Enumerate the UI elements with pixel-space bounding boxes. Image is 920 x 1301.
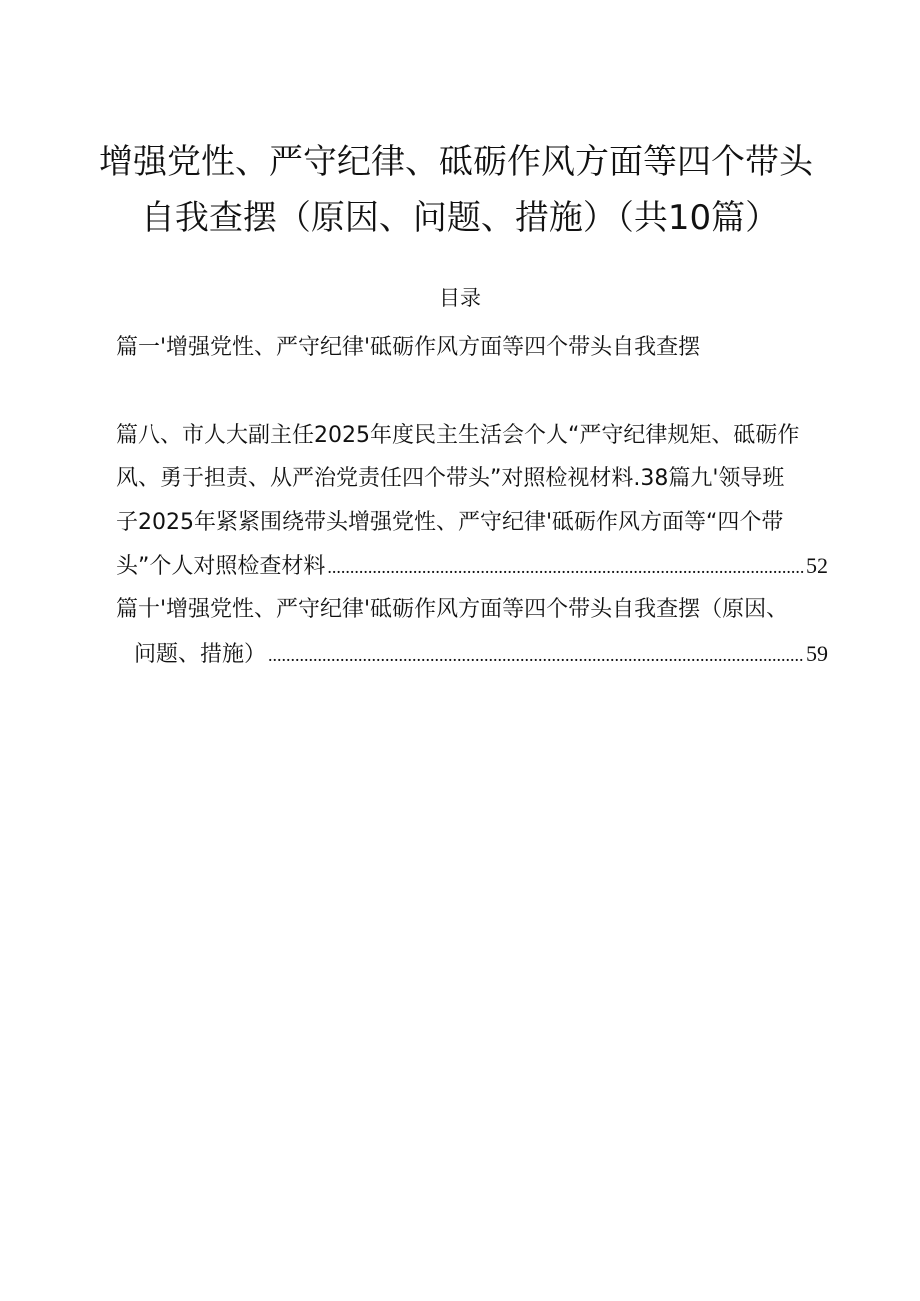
toc-page-number: 59 [806, 641, 828, 666]
toc-entry-10-line-1[interactable] [116, 595, 828, 625]
toc-page-number: 52 [806, 553, 828, 578]
toc-entry-1[interactable] [116, 333, 828, 363]
toc-entry-9-line-1[interactable] [116, 508, 828, 538]
toc-entry-text: 篇十'增强党性、严守纪律'砥砺作风方面等四个带头自我查摆（原因、 [116, 597, 789, 622]
toc-entry-text: 问题、措施） [134, 642, 267, 667]
toc-entry-10-line-2[interactable] [134, 639, 828, 670]
toc-entry-text: 风、勇于担责、从严治党责任四个带头”对照检视材料.38篇九'领导班 [116, 466, 785, 491]
document-title-line-1: 增强党性、严守纪律、砥砺作风方面等四个带头 [99, 142, 813, 182]
toc-entry-text: 篇八、市人大副主任2025年度民主生活会个人“严守纪律规矩、砥砺作 [116, 423, 800, 448]
toc-entry-text: 头”个人对照检查材料 [116, 554, 326, 579]
toc-entry-text: 篇一'增强党性、严守纪律'砥砺作风方面等四个带头自我查摆 [116, 335, 701, 360]
toc-entry-9-line-2[interactable] [116, 551, 828, 582]
toc-heading: 目录 [439, 286, 481, 310]
toc-entry-8-line-1[interactable] [116, 421, 828, 451]
toc-dot-leader [268, 640, 804, 670]
toc-entry-8-line-2[interactable] [116, 464, 828, 494]
toc-entry-text: 子2025年紧紧围绕带头增强党性、严守纪律'砥砺作风方面等“四个带 [116, 510, 784, 535]
toc-dot-leader [327, 552, 804, 582]
document-title-line-2: 自我查摆（原因、问题、措施）（共10篇） [140, 198, 780, 238]
